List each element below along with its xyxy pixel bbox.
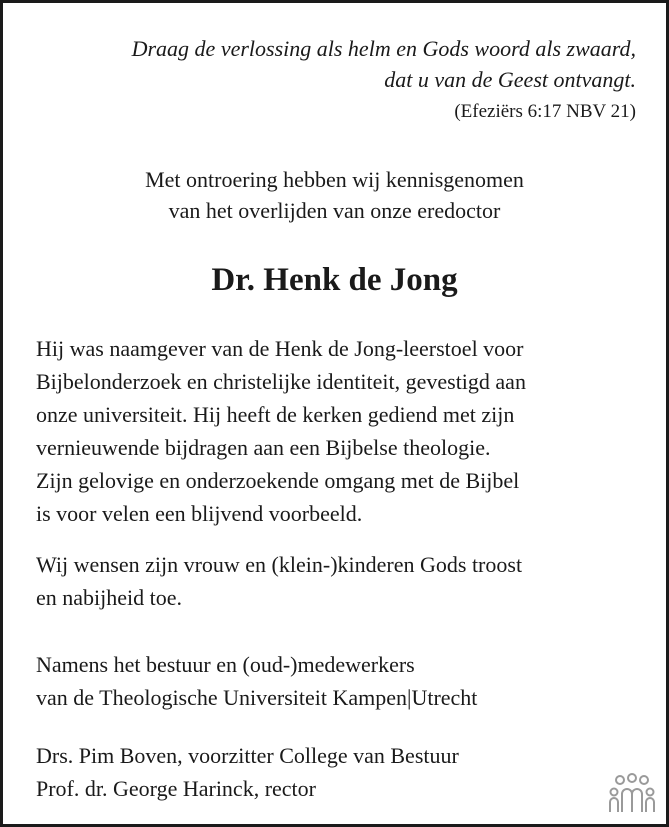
intro-line: van het overlijden van onze eredoctor [168,198,501,223]
tribute-line: onze universiteit. Hij heeft de kerken gediend met zijn [36,402,515,427]
quote-reference: (Efeziërs 6:17 NBV 21) [454,101,636,122]
sender-line: Namens het bestuur en (oud-)medewerkers [36,652,415,677]
tribute-line: Hij was naamgever van de Henk de Jong-leerstoel voor [36,336,524,361]
sender-block [36,648,646,714]
quote-line: Draag de verlossing als helm en Gods woord als zwaard, [131,36,636,61]
signatory-line: Prof. dr. George Harinck, rector [36,776,316,801]
tribute-line: is voor velen een blijvend voorbeeld. [36,501,363,526]
tribute-line: vernieuwende bijdragen aan een Bijbelse theologie. [36,435,491,460]
condolence-line: en nabijheid toe. [36,585,183,610]
tribute-line: Zijn gelovige en onderzoekende omgang met de Bijbel [36,468,520,493]
sender-line: van de Theologische Universiteit Kampen|Utrecht [36,685,478,710]
tribute-paragraph [36,332,646,530]
signatories-block [36,739,646,805]
intro-text [3,164,666,226]
quote-line: dat u van de Geest ontvangt. [384,67,636,92]
bible-quote [132,33,636,95]
signatory-line: Drs. Pim Boven, voorzitter College van Bestuur [36,743,459,768]
people-family-icon [606,772,658,816]
condolence-line: Wij wensen zijn vrouw en (klein-)kinderen Gods troost [36,552,523,577]
deceased-name: Dr. Henk de Jong [211,262,458,298]
tribute-line: Bijbelonderzoek en christelijke identiteit, gevestigd aan [36,369,526,394]
intro-line: Met ontroering hebben wij kennisgenomen [145,167,524,192]
condolence-paragraph [36,548,646,614]
